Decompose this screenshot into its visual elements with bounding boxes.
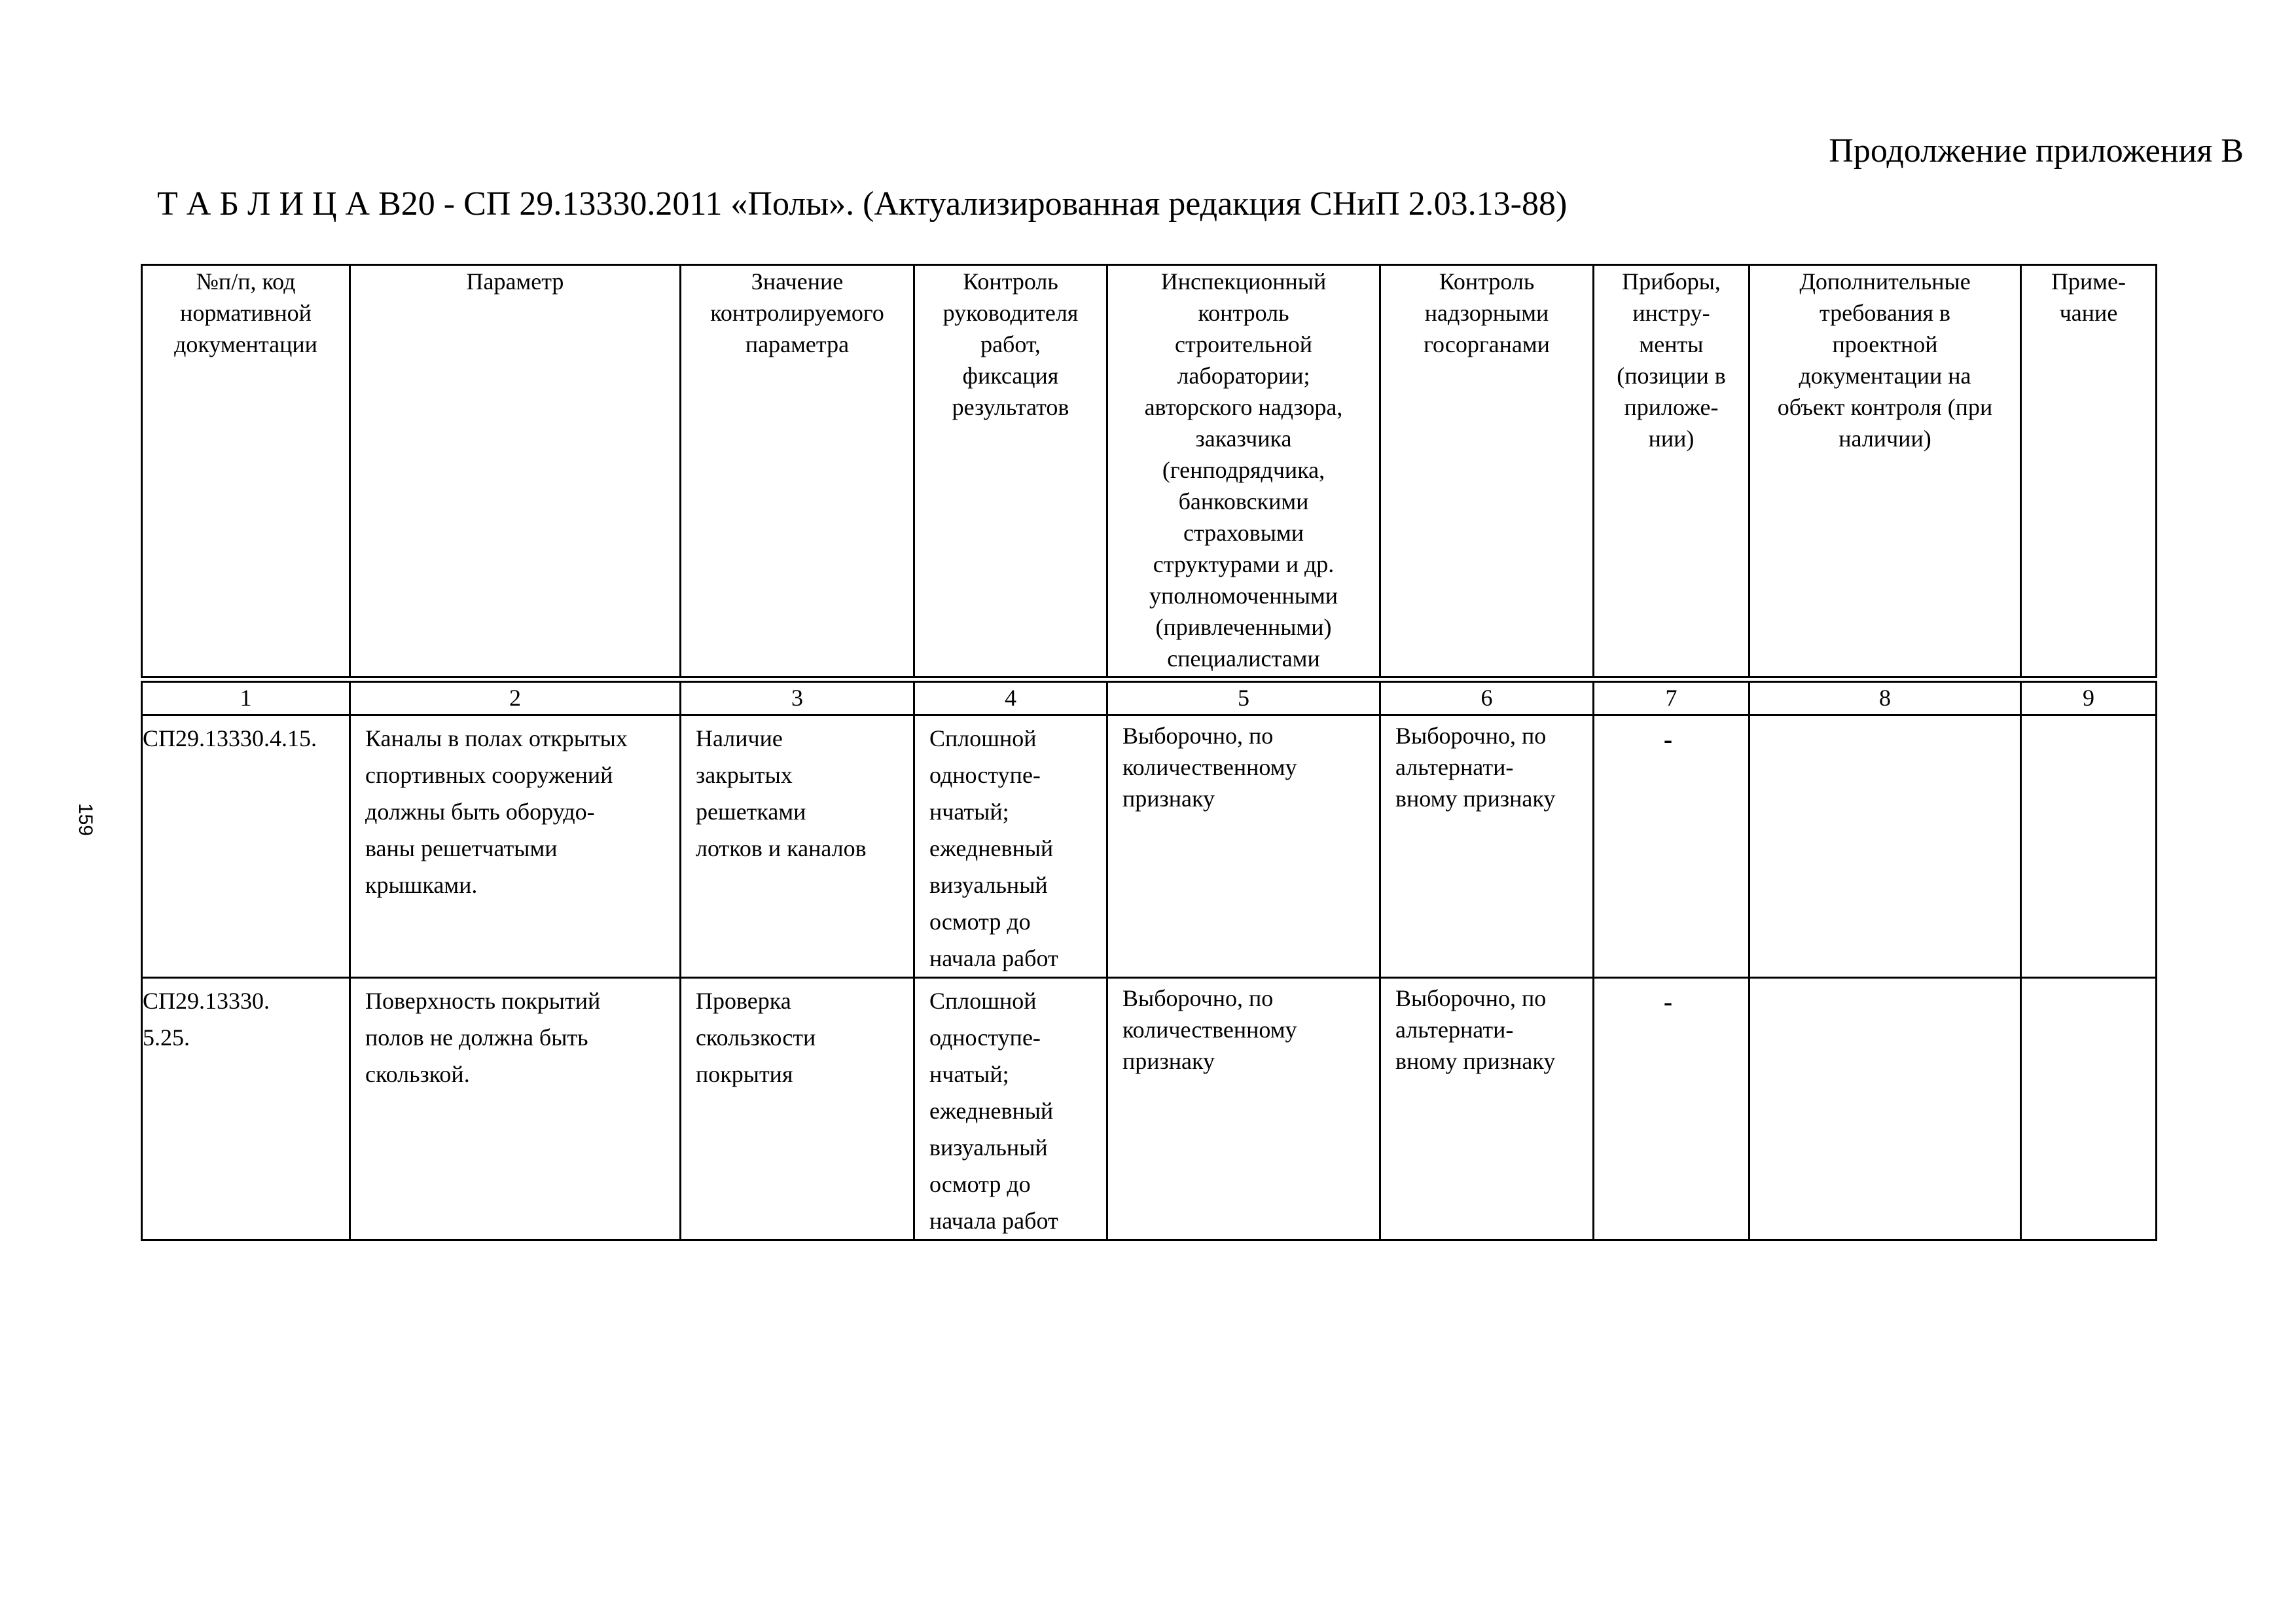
column-number-3: 3	[681, 682, 914, 715]
table-cell	[1594, 978, 1749, 1240]
table-cell-line: осмотр до	[929, 1171, 1031, 1197]
column-number-1: 1	[142, 682, 350, 715]
column-header-line: требования в	[1819, 300, 1951, 326]
table-cell-line: визуальный	[929, 1134, 1048, 1161]
table-cell	[681, 978, 914, 1240]
table-cell-line: количественному	[1122, 1017, 1297, 1043]
table-cell-line: СП29.13330.4.15.	[143, 725, 317, 751]
table-cell	[2021, 715, 2157, 978]
column-header-line: результатов	[952, 394, 1069, 420]
table-cell-line: решетками	[696, 799, 806, 825]
table-cell-line: вному признаку	[1395, 1048, 1556, 1074]
column-header-line: страховыми	[1183, 520, 1304, 546]
column-header-line: контроль	[1198, 300, 1289, 326]
table-cell-line: визуальный	[929, 872, 1048, 898]
table-cell-line: скользкости	[696, 1024, 816, 1051]
column-header-line: Инспекционный	[1160, 268, 1327, 295]
table-cell-line: крышками.	[365, 872, 478, 898]
table-cell-line: Поверхность покрытий	[365, 988, 601, 1014]
table-cell-line: альтернати-	[1395, 1017, 1514, 1043]
table-cell-line: -	[1663, 987, 1673, 1017]
table-cell-line: Проверка	[696, 988, 791, 1014]
table-cell-line: Каналы в полах открытых	[365, 725, 628, 751]
column-header-line: госорганами	[1424, 331, 1550, 357]
column-number-8: 8	[1749, 682, 2021, 715]
table-cell-line: -	[1663, 725, 1673, 754]
table-cell-line: должны быть оборудо-	[365, 799, 595, 825]
table-cell-line: признаку	[1122, 785, 1215, 812]
table-cell-line: закрытых	[696, 762, 793, 788]
table-cell	[1380, 715, 1594, 978]
column-header-line: специалистами	[1167, 645, 1320, 672]
column-number-9: 9	[2021, 682, 2157, 715]
column-number-6: 6	[1380, 682, 1594, 715]
column-header-line: авторского надзора,	[1144, 394, 1343, 420]
table-cell-line: Сплошной	[929, 725, 1037, 751]
column-header-line: (позиции в	[1617, 363, 1726, 389]
table-cell-line: альтернати-	[1395, 754, 1514, 780]
table-cell-line: Выборочно, по	[1122, 985, 1274, 1011]
table-cell-line: скользкой.	[365, 1061, 470, 1087]
table-cell-line: СП29.13330.	[143, 988, 270, 1014]
column-header-line: Значение	[751, 268, 844, 295]
data-table	[141, 681, 2157, 1241]
column-header-line: Приме-	[2051, 268, 2126, 295]
table-cell-line: покрытия	[696, 1061, 793, 1087]
column-header-line: фиксация	[962, 363, 1059, 389]
column-header-4	[914, 265, 1107, 677]
column-header-9	[2021, 265, 2157, 677]
table-cell	[681, 715, 914, 978]
column-header-line: нормативной	[180, 300, 312, 326]
column-header-line: уполномоченными	[1149, 583, 1338, 609]
column-header-line: Контроль	[1439, 268, 1535, 295]
table-cell-line: одноступе-	[929, 762, 1041, 788]
table-title: Т А Б Л И Ц А В20 - СП 29.13330.2011 «Полы». (Актуализированная редакция СНиП 2.03.13-88)	[157, 185, 1568, 223]
table-cell-line: лотков и каналов	[696, 835, 867, 861]
continuation-label: Продолжение приложения В	[1829, 132, 2244, 170]
table-cell	[1749, 715, 2021, 978]
column-header-line: инстру-	[1632, 300, 1710, 326]
column-header-line: строительной	[1174, 331, 1313, 357]
page-number: 159	[75, 803, 96, 837]
table-cell-line: нчатый;	[929, 1061, 1009, 1087]
table-cell-line: количественному	[1122, 754, 1297, 780]
column-header-6	[1380, 265, 1594, 677]
column-number-7: 7	[1594, 682, 1749, 715]
table-cell-line: Наличие	[696, 725, 783, 751]
table-cell	[142, 715, 350, 978]
column-header-line: нии)	[1648, 425, 1695, 452]
column-header-line: надзорными	[1424, 300, 1549, 326]
table-cell	[914, 978, 1107, 1240]
table-cell-line: Выборочно, по	[1395, 985, 1547, 1011]
table-cell	[914, 715, 1107, 978]
column-header-5	[1107, 265, 1380, 677]
table-row	[142, 715, 2157, 978]
table-cell-line: одноступе-	[929, 1024, 1041, 1051]
table-cell-line: 5.25.	[143, 1024, 190, 1051]
column-header-line: документации	[174, 331, 317, 357]
table-cell-line: Выборочно, по	[1395, 723, 1547, 749]
column-number-row	[142, 682, 2157, 715]
table-cell	[350, 978, 681, 1240]
column-header-line: руководителя	[942, 300, 1079, 326]
table-cell-line: ежедневный	[929, 835, 1054, 861]
column-header-2	[350, 265, 681, 677]
column-number-4: 4	[914, 682, 1107, 715]
column-header-line: проектной	[1832, 331, 1938, 357]
column-header-line: Контроль	[963, 268, 1058, 295]
column-header-line: объект контроля (при	[1777, 394, 1993, 420]
header-table	[141, 264, 2157, 678]
column-header-8	[1749, 265, 2021, 677]
table-cell	[1749, 978, 2021, 1240]
column-number-5: 5	[1107, 682, 1380, 715]
column-header-line: Приборы,	[1622, 268, 1721, 295]
column-header-line: менты	[1639, 331, 1704, 357]
column-header-line: лаборатории;	[1177, 363, 1310, 389]
table-cell	[2021, 978, 2157, 1240]
column-header-line: №п/п, код	[196, 268, 296, 295]
table-cell-line: полов не должна быть	[365, 1024, 588, 1051]
table-cell-line: начала работ	[929, 1208, 1058, 1234]
column-header-line: структурами и др.	[1153, 551, 1335, 577]
table-cell-line: вному признаку	[1395, 785, 1556, 812]
column-header-7	[1594, 265, 1749, 677]
table-cell	[142, 978, 350, 1240]
table-cell-line: нчатый;	[929, 799, 1009, 825]
column-header-line: чание	[2059, 300, 2118, 326]
column-header-line: работ,	[980, 331, 1041, 357]
column-header-line: контролируемого	[710, 300, 884, 326]
column-number-2: 2	[350, 682, 681, 715]
column-header-line: наличии)	[1839, 425, 1931, 452]
table-row	[142, 978, 2157, 1240]
table-cell-line: спортивных сооружений	[365, 762, 613, 788]
column-header-1	[142, 265, 350, 677]
table-cell-line: Выборочно, по	[1122, 723, 1274, 749]
column-header-3	[681, 265, 914, 677]
table-cell	[1380, 978, 1594, 1240]
column-header-line: (привлеченными)	[1155, 614, 1332, 640]
table-cell-line: признаку	[1122, 1048, 1215, 1074]
column-header-line: приложе-	[1624, 394, 1719, 420]
column-header-line: документации на	[1799, 363, 1971, 389]
table-cell	[1107, 978, 1380, 1240]
column-header-line: параметра	[745, 331, 850, 357]
column-header-line: (генподрядчика,	[1162, 457, 1325, 483]
column-header-line: Дополнительные	[1799, 268, 1971, 295]
table-cell	[1107, 715, 1380, 978]
table-cell-line: Сплошной	[929, 988, 1037, 1014]
table-cell-line: осмотр до	[929, 909, 1031, 935]
table-cell	[350, 715, 681, 978]
table-cell-line: ежедневный	[929, 1098, 1054, 1124]
header-row	[142, 265, 2157, 677]
column-header-line: заказчика	[1195, 425, 1292, 452]
column-header-line: банковскими	[1178, 488, 1309, 514]
table-cell-line: начала работ	[929, 945, 1058, 971]
column-header-line: Параметр	[466, 268, 564, 295]
table-cell-line: ваны решетчатыми	[365, 835, 558, 861]
table-cell	[1594, 715, 1749, 978]
